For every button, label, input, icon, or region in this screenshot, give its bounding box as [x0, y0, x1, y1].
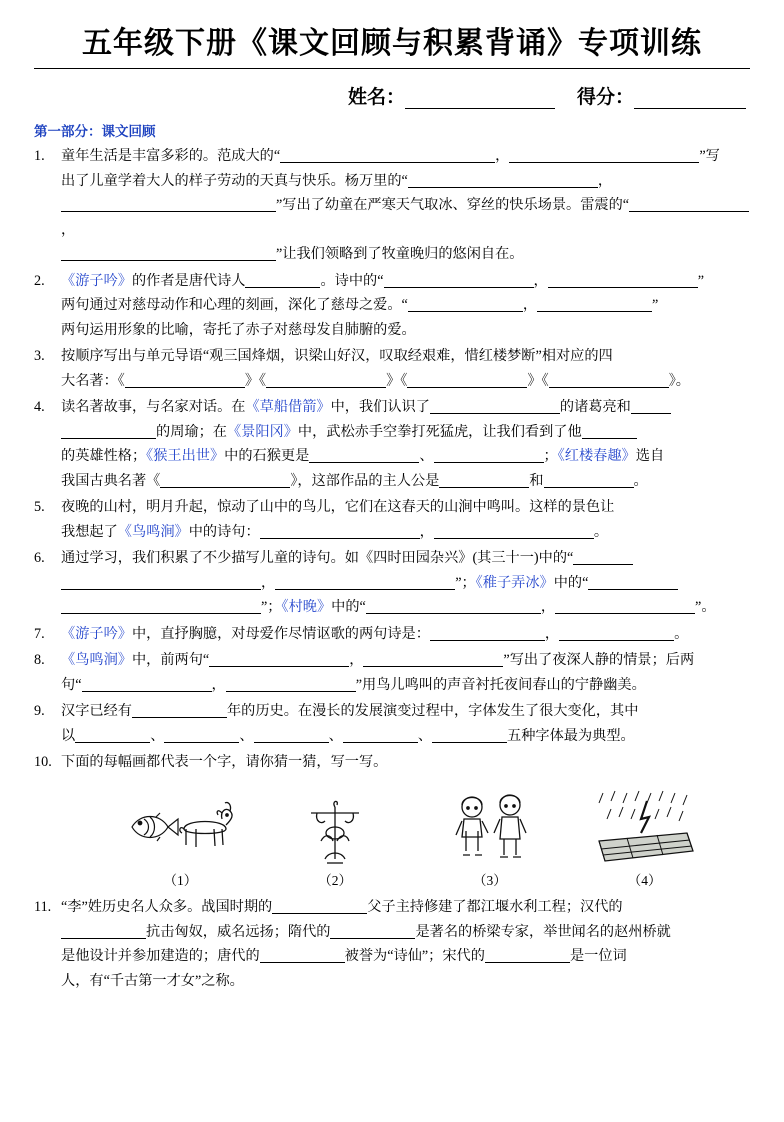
- q6-text-c: 中的“: [553, 574, 589, 591]
- name-input-blank[interactable]: [405, 91, 555, 109]
- answer-blank[interactable]: [160, 471, 290, 488]
- page-title: 五年级下册《课文回顾与积累背诵》专项训练: [82, 27, 702, 60]
- q9-text-b: 年的历史。在漫长的发展演变过程中，字体发生了很大变化，其中: [226, 703, 639, 719]
- answer-blank[interactable]: [164, 726, 239, 743]
- picture-label-4: （4）: [627, 872, 662, 888]
- q4-text-b: 中，我们认识了: [330, 399, 430, 415]
- picture-label-3: （3）: [473, 872, 507, 888]
- answer-blank[interactable]: [408, 295, 523, 312]
- question-number: 3.: [34, 348, 45, 364]
- rain-over-field-picture: [591, 785, 699, 867]
- q8-text-a: 中，前两句“: [131, 652, 210, 668]
- book-title: 《猴王出世》: [146, 448, 225, 464]
- answer-blank[interactable]: [430, 397, 560, 414]
- q3-text-a: 按顺序写出与单元导语“观三国烽烟，识梁山好汉，叹取经艰难，惜红楼梦断”相对应的四: [61, 348, 613, 364]
- q3-text-c: 》《: [244, 372, 267, 389]
- q6-text-d: ”；: [261, 599, 282, 615]
- q2-text-a: 的作者是唐代诗人: [131, 272, 246, 289]
- answer-blank[interactable]: [272, 897, 367, 914]
- q11-text-h: 人，有“千古第一才女”之称。: [61, 972, 244, 989]
- answer-blank[interactable]: [260, 522, 420, 539]
- answer-blank[interactable]: [573, 548, 633, 565]
- answer-blank[interactable]: [582, 422, 637, 439]
- name-field: [348, 82, 555, 109]
- q10-text: 下面的每幅画都代表一个字，请你猜一猜，写一写。: [61, 754, 388, 770]
- picture-row: [61, 781, 750, 867]
- answer-blank[interactable]: [245, 271, 320, 288]
- question-item: [34, 648, 750, 697]
- q2-text-e: ”: [652, 297, 659, 313]
- question-number: 7.: [34, 625, 45, 642]
- q2-text-c: ”: [697, 272, 705, 289]
- q4-text-g: 中的石猴更是: [224, 448, 310, 464]
- person-on-tree-picture: [281, 785, 389, 867]
- answer-blank[interactable]: [548, 271, 698, 288]
- q8-sep-2: ，: [211, 676, 226, 693]
- answer-blank[interactable]: [226, 675, 356, 692]
- q11-text-d: 是著名的桥梁专家，举世闻名的赵州桥就: [415, 923, 671, 940]
- answer-blank[interactable]: [509, 146, 699, 163]
- q11-text-c: 抗击匈奴，威名远扬；隋代的: [146, 923, 331, 940]
- q6-sep-1: ，: [261, 574, 276, 591]
- answer-blank[interactable]: [559, 624, 674, 641]
- q3-text-d: 》《: [386, 372, 408, 389]
- book-title: 《草船借箭》: [245, 399, 331, 415]
- name-label: 姓名：: [347, 87, 405, 108]
- answer-blank[interactable]: [432, 726, 507, 743]
- q9-text-c: 以: [61, 727, 76, 744]
- picture-label-2: （2）: [318, 872, 352, 888]
- book-title: 《景阳冈》: [226, 423, 298, 440]
- q8-sep-1: ，: [349, 652, 364, 668]
- q4-sep-1: 、: [419, 448, 434, 464]
- answer-blank[interactable]: [309, 446, 419, 463]
- question-item: [34, 546, 750, 620]
- q11-text-e: 是他设计并参加建造的；唐代的: [61, 948, 260, 964]
- q1-text-c: 出了儿童学着大人的样子劳动的天真与快乐。杨万里的“: [61, 172, 408, 189]
- fish-and-goat-picture: [126, 785, 234, 867]
- answer-blank[interactable]: [61, 922, 146, 939]
- answer-blank[interactable]: [537, 295, 652, 312]
- question-number: 8.: [34, 652, 45, 668]
- q9-sep-1: 、: [150, 727, 165, 744]
- answer-blank[interactable]: [275, 573, 455, 590]
- q11-text-a: “李”姓历史名人众多。战国时期的: [61, 899, 273, 915]
- answer-blank[interactable]: [61, 195, 276, 212]
- book-title: 《鸟鸣涧》: [61, 652, 132, 668]
- score-label: 得分：: [576, 87, 634, 108]
- book-title: 《游子吟》: [61, 625, 132, 642]
- picture-label-1: （1）: [163, 872, 198, 888]
- q9-text-a: 汉字已经有: [61, 703, 132, 719]
- answer-blank[interactable]: [209, 650, 349, 667]
- question-item: [34, 895, 750, 993]
- q6-sep-2: ，: [540, 599, 556, 615]
- name-score-row: [34, 82, 750, 109]
- q2-text-f: 两句运用形象的比喻，寄托了赤子对慈母发自肺腑的爱。: [61, 321, 416, 338]
- answer-blank[interactable]: [555, 597, 695, 614]
- answer-blank[interactable]: [61, 573, 261, 590]
- question-item: [34, 344, 750, 393]
- score-field: [577, 82, 746, 109]
- q4-sep-2: ；: [543, 448, 558, 464]
- answer-blank[interactable]: [588, 573, 678, 590]
- book-title: 《游子吟》: [61, 272, 132, 289]
- q8-text-c: 句“: [61, 676, 82, 693]
- question-number: 5.: [34, 499, 45, 515]
- book-title: 《稚子弄冰》: [475, 574, 554, 591]
- q11-text-b: 父子主持修建了都江堰水利工程；汉代的: [367, 899, 623, 915]
- question-number: 1.: [34, 148, 45, 164]
- q9-sep-2: 、: [239, 727, 254, 744]
- q3-text-e: 》《: [527, 372, 549, 389]
- answer-blank[interactable]: [384, 271, 534, 288]
- question-number: 11.: [34, 899, 52, 915]
- q4-text-c: 的诸葛亮和: [559, 399, 631, 415]
- answer-blank[interactable]: [366, 597, 541, 614]
- section-heading-part1: 第一部分：课文回顾: [34, 124, 156, 139]
- answer-blank[interactable]: [363, 650, 503, 667]
- q5-text-b: 我想起了: [61, 523, 118, 540]
- answer-blank[interactable]: [434, 522, 594, 539]
- question-item: 2. 《游子吟》的作者是唐代诗人 。诗中的“ ， ” 两句通过对慈母动作和心理的刻画，深化了慈母之爱。“ ， ” 两句运用形象的比喻，寄托了赤子对慈母发自肺腑的爱。: [34, 269, 750, 343]
- q6-text-f: ”。: [695, 599, 716, 615]
- answer-blank[interactable]: [430, 624, 545, 641]
- q9-text-d: 五种字体最为典型。: [507, 727, 635, 744]
- answer-blank[interactable]: [82, 675, 212, 692]
- answer-blank[interactable]: [125, 371, 245, 388]
- q4-text-h: 选自: [635, 448, 665, 464]
- answer-blank[interactable]: [280, 146, 495, 163]
- answer-blank[interactable]: [485, 946, 570, 963]
- question-list: [34, 144, 750, 993]
- question-item: [34, 750, 750, 893]
- q11-text-g: 是一位词: [569, 948, 627, 964]
- q4-text-f: 的英雄性格；: [61, 448, 147, 464]
- answer-blank[interactable]: [61, 244, 276, 261]
- answer-blank[interactable]: [266, 371, 386, 388]
- answer-blank[interactable]: [434, 446, 544, 463]
- q8-text-b: ”写出了夜深人静的情景；后两: [503, 652, 695, 668]
- question-item: [34, 395, 750, 493]
- q11-text-f: 被誉为“诗仙”；宋代的: [344, 948, 485, 964]
- q1-text-d: ”写出了幼童在严寒天气取冰、穿丝的快乐场景。雷震的“: [276, 197, 630, 213]
- q1-text-a: 童年生活是丰富多彩的。范成大的“: [61, 148, 281, 164]
- answer-blank[interactable]: [544, 471, 634, 488]
- question-number: 2.: [34, 272, 45, 289]
- q6-text-b: ”；: [455, 574, 476, 591]
- q6-text-a: 通过学习，我们积累了不少描写儿童的诗句。如《四时田园杂兴》(其三十一)中的“: [61, 550, 574, 566]
- question-number: 10.: [34, 754, 52, 770]
- answer-blank[interactable]: [75, 726, 150, 743]
- q3-text-f: 》。: [668, 372, 690, 389]
- q4-text-i: 我国古典名著《: [61, 472, 161, 489]
- answer-blank[interactable]: [61, 422, 156, 439]
- question-number: 9.: [34, 703, 45, 719]
- q5-text-c: 中的诗句：: [188, 523, 260, 540]
- q3-text-b: 大名著：《: [61, 372, 125, 389]
- q8-text-d: ”用鸟儿鸣叫的声音衬托夜间春山的宁静幽美。: [355, 676, 646, 693]
- q9-sep-4: 、: [417, 727, 433, 744]
- answer-blank[interactable]: [549, 371, 669, 388]
- q5-text-a: 夜晚的山村，明月升起，惊动了山中的鸟儿，它们在这春天的山涧中鸣叫。这样的景色让: [61, 499, 615, 515]
- question-number: 4.: [34, 399, 45, 415]
- title-divider: [34, 68, 750, 69]
- answer-blank[interactable]: [132, 701, 227, 718]
- picture-labels: [61, 869, 750, 894]
- q4-text-d: 的周瑜；在: [156, 423, 227, 440]
- answer-blank[interactable]: [408, 171, 598, 188]
- answer-blank[interactable]: [330, 922, 415, 939]
- answer-blank[interactable]: [61, 597, 261, 614]
- q4-text-l: 。: [633, 472, 648, 489]
- book-title: 《鸟鸣涧》: [117, 523, 189, 540]
- two-children-picture: [436, 785, 544, 867]
- q1-text-e: ”让我们领略到了牧童晚归的悠闲自在。: [276, 246, 524, 262]
- q9-sep-3: 、: [328, 727, 343, 744]
- book-title: 《村晚》: [281, 599, 332, 615]
- q4-text-k: 和: [529, 472, 544, 489]
- book-title: 《红楼春趣》: [557, 448, 636, 464]
- score-input-blank[interactable]: [634, 91, 746, 109]
- question-item: [34, 699, 750, 748]
- q2-text-b: 。诗中的“: [320, 272, 384, 289]
- q6-text-e: 中的“: [331, 599, 366, 615]
- question-number: 6.: [34, 550, 45, 566]
- answer-blank[interactable]: [260, 946, 345, 963]
- q1-text-b: ”写: [699, 148, 720, 164]
- q4-text-j: 》，这部作品的主人公是: [290, 472, 440, 489]
- answer-blank[interactable]: [439, 471, 529, 488]
- q4-text-a: 读名著故事，与名家对话。在: [61, 399, 246, 415]
- question-item: 5. 夜晚的山村，明月升起，惊动了山中的鸟儿，它们在这春天的山涧中鸣叫。这样的景色让 我想起了《鸟鸣涧》中的诗句： ， 。: [34, 495, 750, 544]
- answer-blank[interactable]: [631, 397, 671, 414]
- q7-text-b: 。: [674, 625, 689, 642]
- question-item: 1. 童年生活是丰富多彩的。范成大的“ ， ”写 出了儿童学着大人的样子劳动的天真与快乐。杨万里的“ ， ”写出了幼童在严寒天气取冰、穿丝的快乐场景。雷震的“， ”让我们领略到了牧童晚归的悠闲自在。: [34, 144, 750, 267]
- answer-blank[interactable]: [343, 726, 418, 743]
- q2-text-d: 两句通过对慈母动作和心理的刻画，深化了慈母之爱。“: [61, 297, 408, 313]
- q5-text-d: 。: [593, 523, 609, 540]
- answer-blank[interactable]: [254, 726, 329, 743]
- q7-text-a: 中，直抒胸臆，对母爱作尽情讴歌的两句诗是：: [131, 625, 430, 642]
- answer-blank[interactable]: [629, 195, 749, 212]
- answer-blank[interactable]: [407, 371, 527, 388]
- question-item: 7. 《游子吟》中，直抒胸臆，对母爱作尽情讴歌的两句诗是： ， 。: [34, 622, 750, 647]
- q4-text-e: 中，武松赤手空拳打死猛虎，让我们看到了他: [297, 423, 582, 440]
